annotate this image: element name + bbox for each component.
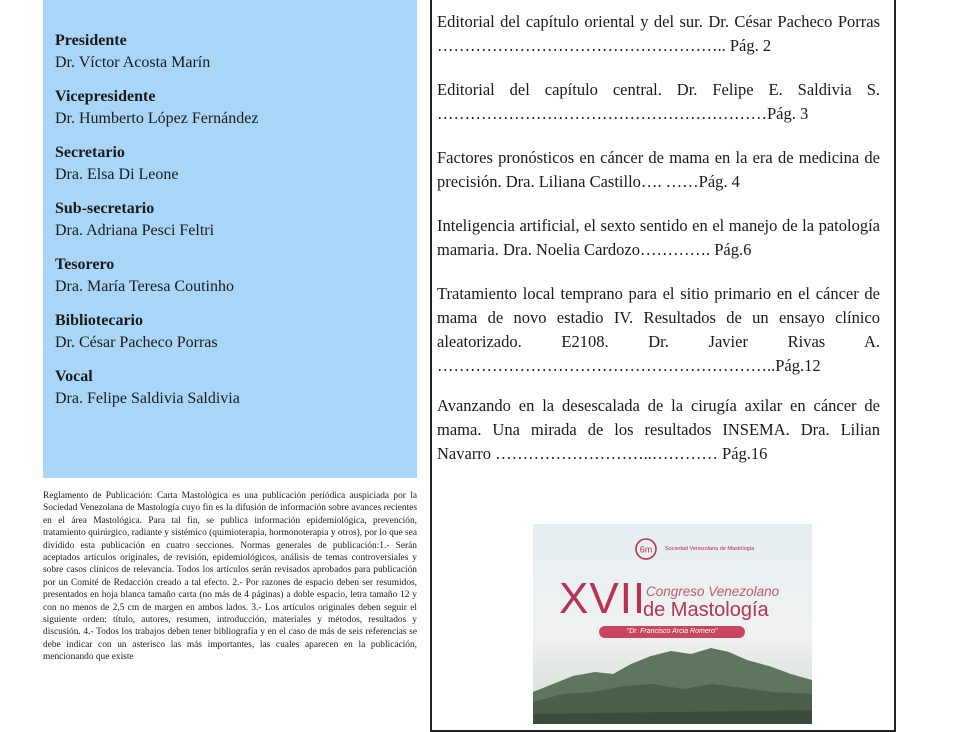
toc-entry[interactable]: Avanzando en la desescalada de la cirugía axilar en cáncer de mama. Una mirada de los resultados INSEMA. Dra. Lilian Navarro ………………………..………… Pág.16 (437, 396, 880, 463)
role-secretario (55, 142, 405, 186)
toc-entry[interactable]: Editorial del capítulo central. Dr. Felipe E. Saldivia S. ……………………………………………………Pág. 3 (437, 80, 880, 123)
role-title: Presidente (55, 32, 127, 49)
toc-entry[interactable]: Factores pronósticos en cáncer de mama en la era de medicina de precisión. Dra. Liliana Castillo…. ……Pág. 4 (437, 148, 880, 191)
role-bibliotecario (55, 310, 405, 354)
toc-entry[interactable]: Editorial del capítulo oriental y del sur. Dr. César Pacheco Porras …………………………………………….. Pág. 2 (437, 12, 880, 55)
svg-text:6m: 6m (639, 544, 653, 555)
congress-poster (533, 524, 812, 724)
role-title: Secretario (55, 144, 125, 161)
table-of-contents (437, 10, 880, 486)
mountain-landscape (533, 524, 812, 724)
society-logo-text: Sociedad Venezolana de Mastología (665, 546, 755, 552)
congress-number: XVII (559, 574, 647, 623)
toc-entry[interactable]: Tratamiento local temprano para el sitio primario en el cáncer de mama de novo estadio IV. Resultados de un ensayo clínico aleatorizado. E2108. Dr. Javier Rivas A. ……………………………………………………..Pág.12 (437, 284, 880, 375)
role-presidente (55, 30, 405, 74)
role-title: Sub-secretario (55, 200, 155, 217)
role-name: Dr. Víctor Acosta Marín (55, 54, 211, 71)
congress-title-line1: Congreso Venezolano (646, 584, 780, 599)
role-name: Dra. Adriana Pesci Feltri (55, 222, 215, 239)
role-name: Dr. Humberto López Fernández (55, 110, 259, 127)
publication-rules: Reglamento de Publicación: Carta Mastológica es una publicación periódica auspiciada por la Sociedad Venezolana de Mastología cuyo fin es la difusión de información sobre avances recientes en el área Mastológica. Para tal fin, se publica información epidemiológica, prevención, tratamiento quirúrgico, radiante y sistémico (quimioterapia, hormonoterapia y otros), por lo que sea dividido esta publicación en cuatro secciones. Normas generales de publicación:1.- Serán aceptados artículos originales, de revisión, epidemiológicos, análisis de temas controversiales y sobre casos clínicos de relevancia. Todos los artículos serán revisados aprobados para publicación por un Comité de Redacción creado a tal efecto. 2.- Por razones de espacio deben ser resumidos, presentados en hoja blanca tamaño carta (no más de 4 páginas) a doble espacio, letra tamaño 12 y con no menos de 2,5 cm de margen en ambos lados. 3.- Los artículos originales deben seguir el siguiente orden: título, autores, resumen, introducción, materiales y métodos, resultados y discusión. 4.- Todos los trabajos deben tener bibliografía y en el caso de más de seis referencias se debe indicar con un asterisco las más importantes, las cuales aparecen en la publicación, mencionando que existe (43, 491, 417, 663)
role-sub-secretario (55, 198, 405, 242)
role-vicepresidente (55, 86, 405, 130)
role-name: Dra. María Teresa Coutinho (55, 278, 234, 295)
role-name: Dra. Elsa Di Leone (55, 166, 179, 183)
role-name: Dr. César Pacheco Porras (55, 334, 218, 351)
role-title: Vicepresidente (55, 88, 156, 105)
congress-honoree: "Dr. Francisco Arcia Romero" (599, 626, 745, 638)
congress-title-line2: de Mastología (643, 599, 769, 621)
society-logo-icon (633, 538, 659, 560)
role-tesorero (55, 254, 405, 298)
role-name: Dra. Felipe Saldivia Saldivia (55, 390, 240, 407)
board-list (55, 30, 405, 422)
role-vocal (55, 366, 405, 410)
role-title: Vocal (55, 368, 93, 385)
role-title: Tesorero (55, 256, 115, 273)
toc-entry[interactable]: Inteligencia artificial, el sexto sentido en el manejo de la patología mamaria. Dra. Noelia Cardozo…………. Pág.6 (437, 216, 880, 259)
role-title: Bibliotecario (55, 312, 143, 329)
